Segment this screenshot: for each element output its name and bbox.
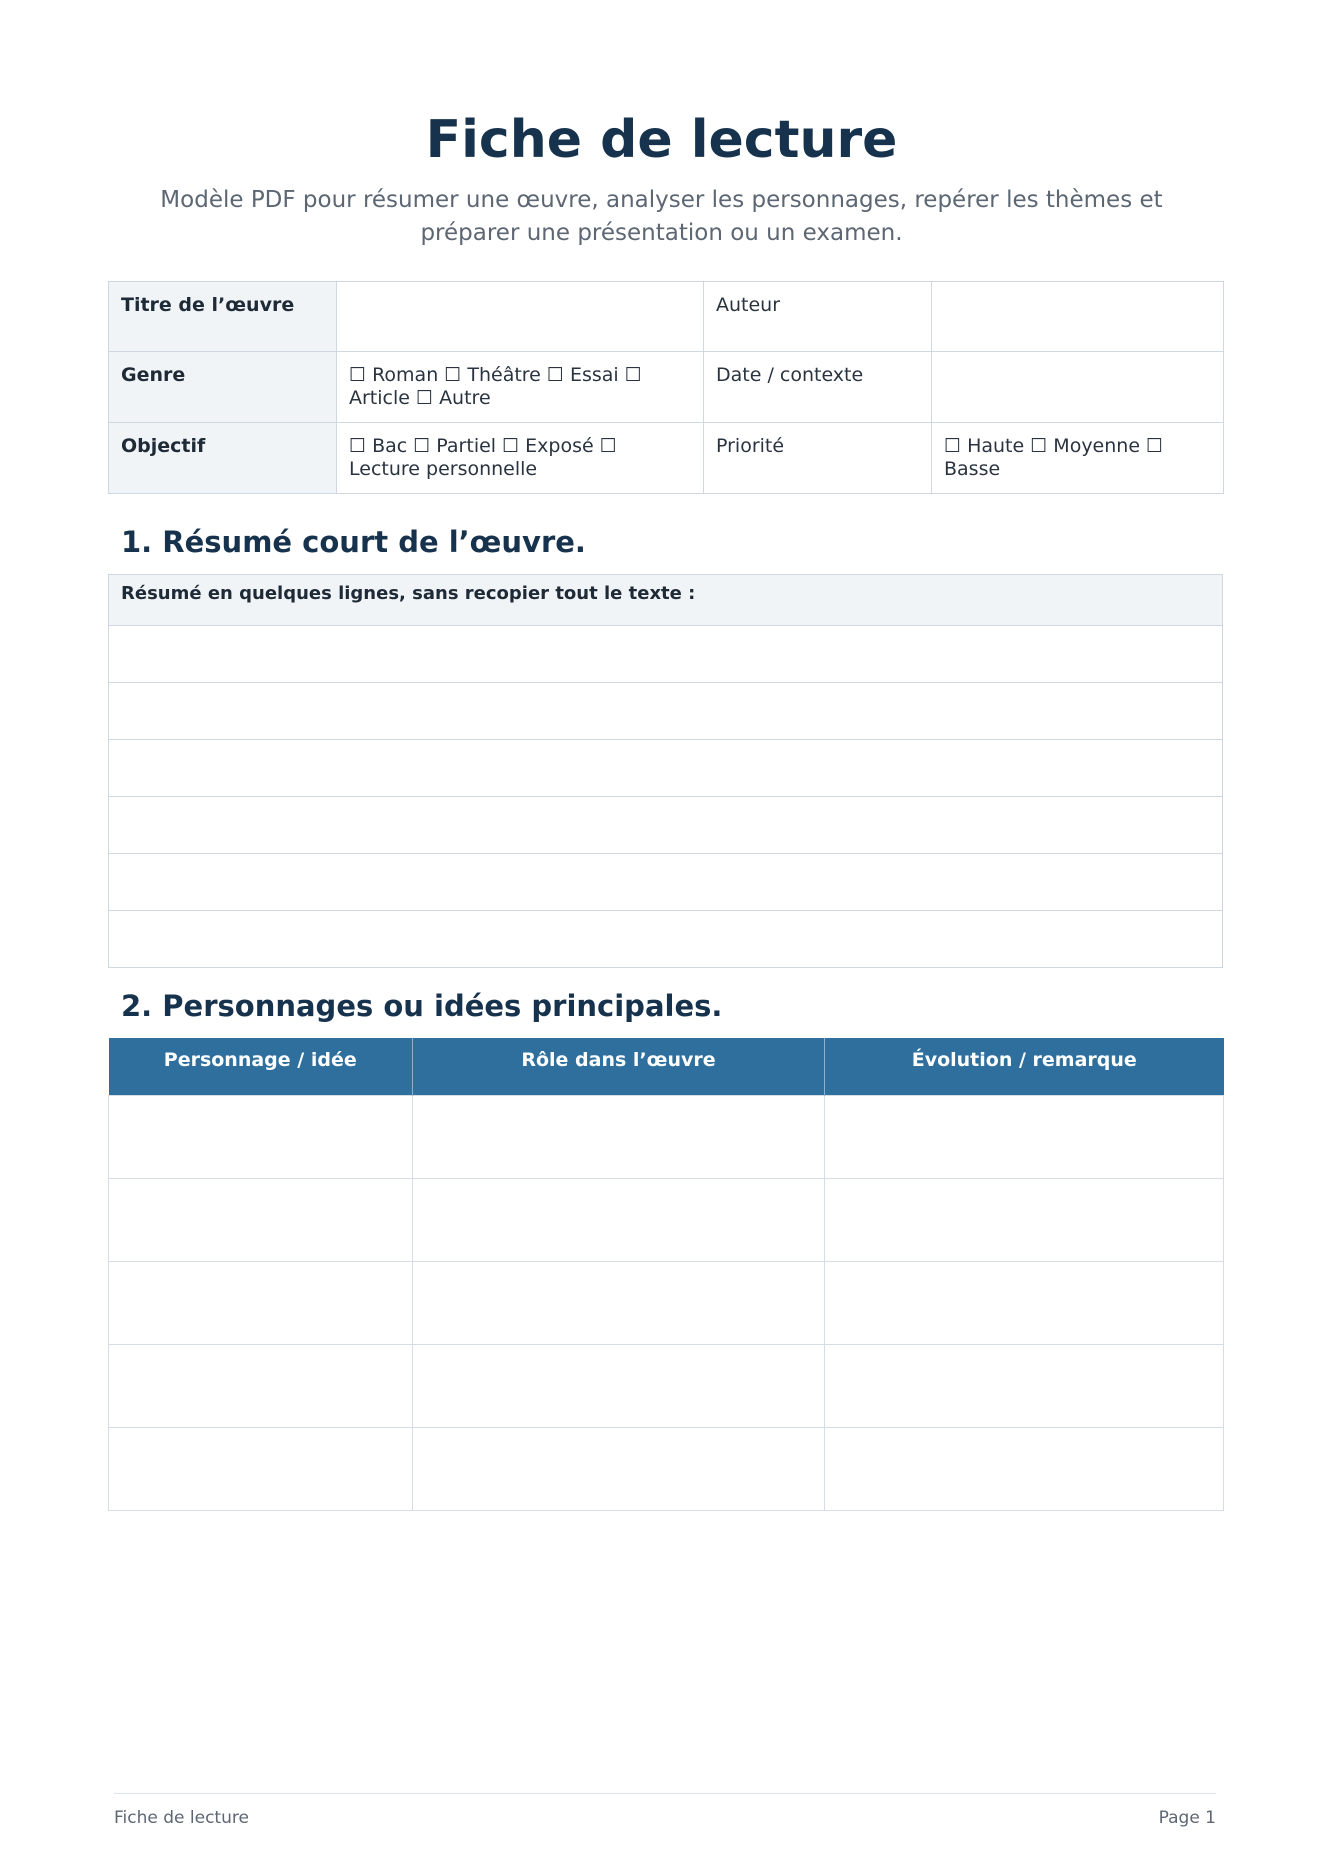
section-1-title: 1. Résumé court de l’œuvre.	[121, 525, 586, 559]
summary-line-field[interactable]	[109, 740, 1223, 797]
summary-line	[109, 626, 1223, 683]
info-field-priority-options[interactable]: ☐ Haute ☐ Moyenne ☐ Basse	[932, 423, 1224, 494]
column-header-evolution: Évolution / remarque	[825, 1038, 1224, 1095]
summary-line-field[interactable]	[109, 626, 1223, 683]
section-2-title: 2. Personnages ou idées principales.	[121, 989, 723, 1023]
column-header-character: Personnage / idée	[109, 1038, 413, 1095]
summary-line-field[interactable]	[109, 911, 1223, 968]
info-field-date-context[interactable]	[932, 352, 1224, 423]
info-label-priority: Priorité	[704, 423, 932, 494]
characters-table	[108, 1038, 1224, 1511]
table-row	[109, 1095, 1224, 1178]
footer-doc-title: Fiche de lecture	[114, 1808, 249, 1828]
summary-header-row	[109, 575, 1223, 626]
info-row-genre	[109, 352, 1224, 423]
table-row	[109, 1344, 1224, 1427]
info-label-genre: Genre	[109, 352, 337, 423]
footer-divider	[114, 1793, 1216, 1794]
role-cell[interactable]	[413, 1427, 825, 1510]
page-title: Fiche de lecture	[425, 110, 898, 170]
summary-table	[108, 574, 1223, 968]
summary-prompt: Résumé en quelques lignes, sans recopier tout le texte :	[109, 575, 1223, 626]
evolution-cell[interactable]	[825, 1178, 1224, 1261]
info-field-genre-options[interactable]: ☐ Roman ☐ Théâtre ☐ Essai ☐ Article ☐ Autre	[337, 352, 704, 423]
summary-line	[109, 740, 1223, 797]
character-cell[interactable]	[109, 1427, 413, 1510]
character-cell[interactable]	[109, 1095, 413, 1178]
role-cell[interactable]	[413, 1178, 825, 1261]
summary-line-field[interactable]	[109, 683, 1223, 740]
summary-line	[109, 797, 1223, 854]
role-cell[interactable]	[413, 1344, 825, 1427]
page-subtitle: Modèle PDF pour résumer une œuvre, analyser les personnages, repérer les thèmes et préparer une présentation ou un examen.	[160, 187, 1163, 246]
evolution-cell[interactable]	[825, 1344, 1224, 1427]
column-header-role: Rôle dans l’œuvre	[413, 1038, 825, 1095]
info-label-objective: Objectif	[109, 423, 337, 494]
info-row-objective	[109, 423, 1224, 494]
footer-page-number: Page 1	[1158, 1808, 1216, 1828]
info-field-author[interactable]	[932, 282, 1224, 352]
evolution-cell[interactable]	[825, 1427, 1224, 1510]
summary-line	[109, 683, 1223, 740]
summary-line-field[interactable]	[109, 797, 1223, 854]
table-row	[109, 1178, 1224, 1261]
character-cell[interactable]	[109, 1261, 413, 1344]
info-row-title	[109, 282, 1224, 352]
summary-line-field[interactable]	[109, 854, 1223, 911]
table-row	[109, 1261, 1224, 1344]
evolution-cell[interactable]	[825, 1095, 1224, 1178]
evolution-cell[interactable]	[825, 1261, 1224, 1344]
character-cell[interactable]	[109, 1178, 413, 1261]
summary-line	[109, 854, 1223, 911]
info-label-date-context: Date / contexte	[704, 352, 932, 423]
info-label-title: Titre de l’œuvre	[109, 282, 337, 352]
info-field-title[interactable]	[337, 282, 704, 352]
characters-header-row	[109, 1038, 1224, 1095]
character-cell[interactable]	[109, 1344, 413, 1427]
info-field-objective-options[interactable]: ☐ Bac ☐ Partiel ☐ Exposé ☐ Lecture personnelle	[337, 423, 704, 494]
role-cell[interactable]	[413, 1095, 825, 1178]
role-cell[interactable]	[413, 1261, 825, 1344]
summary-line	[109, 911, 1223, 968]
table-row	[109, 1427, 1224, 1510]
info-label-author: Auteur	[704, 282, 932, 352]
info-table	[108, 281, 1224, 494]
